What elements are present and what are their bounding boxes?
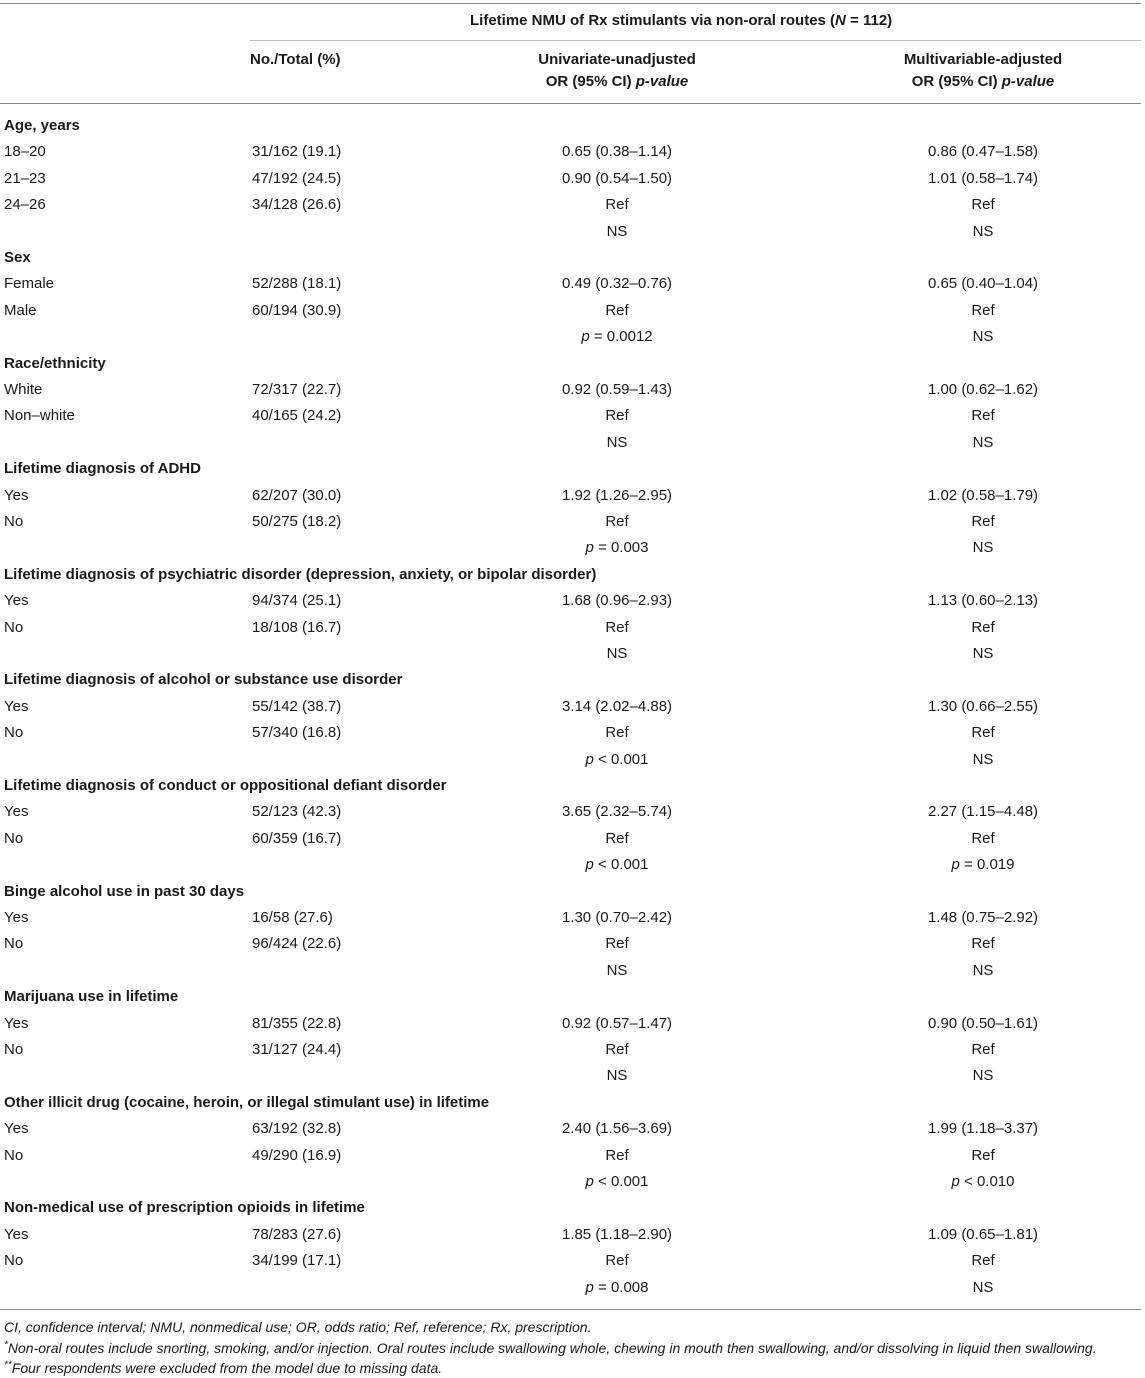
multivariable-p-cell: p = 0.019 bbox=[951, 856, 1015, 874]
count-cell: 34/128 (26.6) bbox=[252, 196, 342, 214]
multivariable-p-cell: NS bbox=[972, 645, 994, 662]
count-cell: 60/359 (16.7) bbox=[252, 829, 342, 847]
multivariable-or-cell: 1.30 (0.66–2.55) bbox=[927, 697, 1039, 715]
multivariable-or-cell: 2.27 (1.15–4.48) bbox=[927, 803, 1039, 821]
univariate-or-cell: 1.30 (0.70–2.42) bbox=[561, 909, 673, 926]
multivariable-p-cell: NS bbox=[972, 1278, 994, 1296]
multivariable-p-cell: NS bbox=[972, 328, 994, 346]
count-cell: 16/58 (27.6) bbox=[252, 909, 333, 926]
univariate-or-cell: Ref bbox=[605, 1146, 629, 1164]
multivariable-or-cell: Ref bbox=[971, 935, 995, 953]
row-label: No bbox=[4, 829, 24, 847]
section-label: Age, years bbox=[4, 117, 80, 134]
univariate-p-cell: NS bbox=[606, 961, 628, 979]
univariate-or-cell: Ref bbox=[605, 513, 629, 530]
section-label: Lifetime diagnosis of psychiatric disorder (depression, anxiety, or bipolar disorder) bbox=[4, 565, 597, 583]
multivariable-or-cell: 1.00 (0.62–1.62) bbox=[927, 381, 1039, 398]
bottom-rule bbox=[0, 1309, 1141, 1310]
footnote-abbreviations: CI, confidence interval; NMU, nonmedical use; OR, odds ratio; Ref, reference; Rx, prescription. bbox=[4, 1319, 592, 1335]
count-cell: 52/288 (18.1) bbox=[252, 275, 342, 293]
univariate-or-cell: Ref bbox=[605, 196, 629, 214]
row-label: Non–white bbox=[4, 407, 75, 425]
univariate-p-cell: p < 0.001 bbox=[585, 856, 649, 874]
count-cell: 47/192 (24.5) bbox=[252, 169, 342, 187]
row-label: Yes bbox=[4, 1225, 29, 1243]
count-cell: 78/283 (27.6) bbox=[252, 1225, 342, 1243]
row-label: No bbox=[4, 1252, 24, 1270]
count-cell: 94/374 (25.1) bbox=[252, 592, 342, 610]
univariate-or-cell: Ref bbox=[605, 407, 629, 425]
section-label: Lifetime diagnosis of ADHD bbox=[4, 460, 201, 478]
section-label: Lifetime diagnosis of alcohol or substance use disorder bbox=[4, 671, 403, 689]
section-label: Race/ethnicity bbox=[4, 354, 106, 372]
count-cell: 31/162 (19.1) bbox=[252, 143, 342, 161]
count-cell: 52/123 (42.3) bbox=[252, 803, 342, 821]
count-cell: 34/199 (17.1) bbox=[252, 1252, 342, 1270]
multivariable-or-cell: Ref bbox=[971, 196, 995, 214]
multivariable-or-cell: Ref bbox=[971, 618, 995, 636]
univariate-or-cell: 1.68 (0.96–2.93) bbox=[561, 592, 673, 610]
row-label: Yes bbox=[4, 1120, 29, 1138]
row-label: No bbox=[4, 724, 24, 742]
multivariable-p-cell: NS bbox=[972, 961, 994, 979]
univariate-or-cell: 2.40 (1.56–3.69) bbox=[561, 1120, 673, 1138]
univariate-or-cell: 3.14 (2.02–4.88) bbox=[561, 697, 673, 715]
section-label: Marijuana use in lifetime bbox=[4, 988, 179, 1006]
multivariable-or-cell: Ref bbox=[971, 1146, 995, 1164]
univariate-or-cell: Ref bbox=[605, 1041, 629, 1058]
row-label: Yes bbox=[4, 1014, 29, 1032]
univariate-or-cell: 0.65 (0.38–1.14) bbox=[561, 143, 673, 161]
top-rule bbox=[0, 3, 1141, 4]
multivariable-or-cell: 0.90 (0.50–1.61) bbox=[927, 1014, 1039, 1032]
univariate-or-cell: Ref bbox=[605, 618, 629, 636]
univariate-or-cell: 1.92 (1.26–2.95) bbox=[561, 486, 673, 504]
multivariable-or-cell: Ref bbox=[971, 407, 995, 425]
row-label: No bbox=[4, 513, 24, 530]
row-label: No bbox=[4, 1146, 24, 1164]
multivariable-or-cell: 1.09 (0.65–1.81) bbox=[927, 1225, 1039, 1243]
row-label: Yes bbox=[4, 592, 29, 610]
univariate-p-cell: p = 0.0012 bbox=[581, 328, 653, 346]
row-label: No bbox=[4, 618, 24, 636]
group-header-rule bbox=[250, 40, 1141, 41]
univariate-or-cell: 1.85 (1.18–2.90) bbox=[561, 1225, 673, 1243]
header-rule bbox=[0, 103, 1141, 104]
count-cell: 57/340 (16.8) bbox=[252, 724, 342, 742]
multivariable-or-cell: Ref bbox=[971, 513, 995, 530]
section-label: Lifetime diagnosis of conduct or oppositional defiant disorder bbox=[4, 777, 447, 794]
multivariable-or-cell: Ref bbox=[971, 1252, 995, 1270]
row-label: Yes bbox=[4, 697, 29, 715]
univariate-p-cell: NS bbox=[606, 222, 628, 240]
multivariable-or-cell: Ref bbox=[971, 724, 995, 742]
multivariable-or-cell: 1.01 (0.58–1.74) bbox=[927, 169, 1039, 187]
count-cell: 49/290 (16.9) bbox=[252, 1146, 342, 1164]
multivariable-p-cell: NS bbox=[972, 750, 994, 768]
count-cell: 96/424 (22.6) bbox=[252, 935, 342, 953]
count-cell: 81/355 (22.8) bbox=[252, 1014, 342, 1032]
univariate-or-cell: 0.49 (0.32–0.76) bbox=[561, 275, 673, 293]
multivariable-p-cell: p < 0.010 bbox=[951, 1173, 1015, 1190]
multivariable-p-cell: NS bbox=[972, 222, 994, 240]
univariate-p-cell: p < 0.001 bbox=[585, 750, 649, 768]
row-label: Yes bbox=[4, 909, 29, 926]
multivariable-or-cell: 1.02 (0.58–1.79) bbox=[927, 486, 1039, 504]
row-label: 18–20 bbox=[4, 143, 46, 161]
multivariable-or-cell: 1.48 (0.75–2.92) bbox=[927, 909, 1039, 926]
count-cell: 63/192 (32.8) bbox=[252, 1120, 342, 1138]
univariate-or-cell: 0.90 (0.54–1.50) bbox=[561, 169, 673, 187]
section-label: Non-medical use of prescription opioids in lifetime bbox=[4, 1199, 365, 1217]
univariate-or-cell: Ref bbox=[605, 829, 629, 847]
count-cell: 18/108 (16.7) bbox=[252, 618, 342, 636]
univariate-p-cell: NS bbox=[606, 433, 628, 451]
multivariable-or-cell: 0.86 (0.47–1.58) bbox=[927, 143, 1039, 161]
multivariable-or-cell: Ref bbox=[971, 1041, 995, 1058]
row-label: Yes bbox=[4, 486, 29, 504]
multivariable-or-cell: Ref bbox=[971, 829, 995, 847]
section-label: Binge alcohol use in past 30 days bbox=[4, 882, 245, 900]
footnote-2: **Four respondents were excluded from the model due to missing data. bbox=[4, 1359, 443, 1376]
count-cell: 55/142 (38.7) bbox=[252, 697, 342, 715]
header-multivariable-line2: OR (95% CI) p-value bbox=[911, 73, 1055, 90]
multivariable-or-cell: Ref bbox=[971, 301, 995, 319]
univariate-p-cell: p = 0.008 bbox=[585, 1278, 649, 1296]
row-label: White bbox=[4, 381, 43, 398]
section-label: Sex bbox=[4, 249, 31, 266]
count-cell: 40/165 (24.2) bbox=[252, 407, 342, 425]
univariate-p-cell: NS bbox=[606, 1067, 628, 1085]
univariate-or-cell: Ref bbox=[605, 1252, 629, 1270]
row-label: 24–26 bbox=[4, 196, 46, 214]
multivariable-or-cell: 1.13 (0.60–2.13) bbox=[927, 592, 1039, 610]
count-cell: 31/127 (24.4) bbox=[252, 1041, 342, 1058]
univariate-or-cell: 0.92 (0.57–1.47) bbox=[561, 1014, 673, 1032]
univariate-or-cell: 0.92 (0.59–1.43) bbox=[561, 381, 673, 398]
multivariable-or-cell: 1.99 (1.18–3.37) bbox=[927, 1120, 1039, 1138]
univariate-or-cell: Ref bbox=[605, 301, 629, 319]
univariate-p-cell: NS bbox=[606, 645, 628, 662]
header-univariate-line2: OR (95% CI) p-value bbox=[545, 73, 689, 90]
count-cell: 72/317 (22.7) bbox=[252, 381, 342, 398]
univariate-or-cell: Ref bbox=[605, 724, 629, 742]
count-cell: 62/207 (30.0) bbox=[252, 486, 342, 504]
univariate-or-cell: 3.65 (2.32–5.74) bbox=[561, 803, 673, 821]
univariate-p-cell: p < 0.001 bbox=[585, 1173, 649, 1190]
multivariable-p-cell: NS bbox=[972, 539, 994, 557]
row-label: Female bbox=[4, 275, 55, 293]
multivariable-p-cell: NS bbox=[972, 433, 994, 451]
count-cell: 60/194 (30.9) bbox=[252, 301, 342, 319]
header-count: No./Total (%) bbox=[250, 51, 341, 68]
multivariable-p-cell: NS bbox=[972, 1067, 994, 1085]
section-label: Other illicit drug (cocaine, heroin, or illegal stimulant use) in lifetime bbox=[4, 1093, 490, 1111]
group-header: Lifetime NMU of Rx stimulants via non-oral routes (N = 112) bbox=[470, 12, 893, 29]
header-univariate-line1: Univariate-unadjusted bbox=[538, 51, 696, 68]
row-label: No bbox=[4, 1041, 24, 1058]
row-label: Yes bbox=[4, 803, 29, 821]
header-multivariable-line1: Multivariable-adjusted bbox=[903, 51, 1063, 68]
row-label: No bbox=[4, 935, 24, 953]
univariate-p-cell: p = 0.003 bbox=[585, 539, 649, 557]
footnote-1: *Non-oral routes include snorting, smoking, and/or injection. Oral routes include swallowing whole, chewing in mouth then swallowing, and/or dissolving in liquid then swallowing. bbox=[4, 1339, 1097, 1356]
row-label: 21–23 bbox=[4, 169, 46, 187]
count-cell: 50/275 (18.2) bbox=[252, 513, 342, 530]
row-label: Male bbox=[4, 301, 37, 319]
univariate-or-cell: Ref bbox=[605, 935, 629, 953]
multivariable-or-cell: 0.65 (0.40–1.04) bbox=[927, 275, 1039, 293]
